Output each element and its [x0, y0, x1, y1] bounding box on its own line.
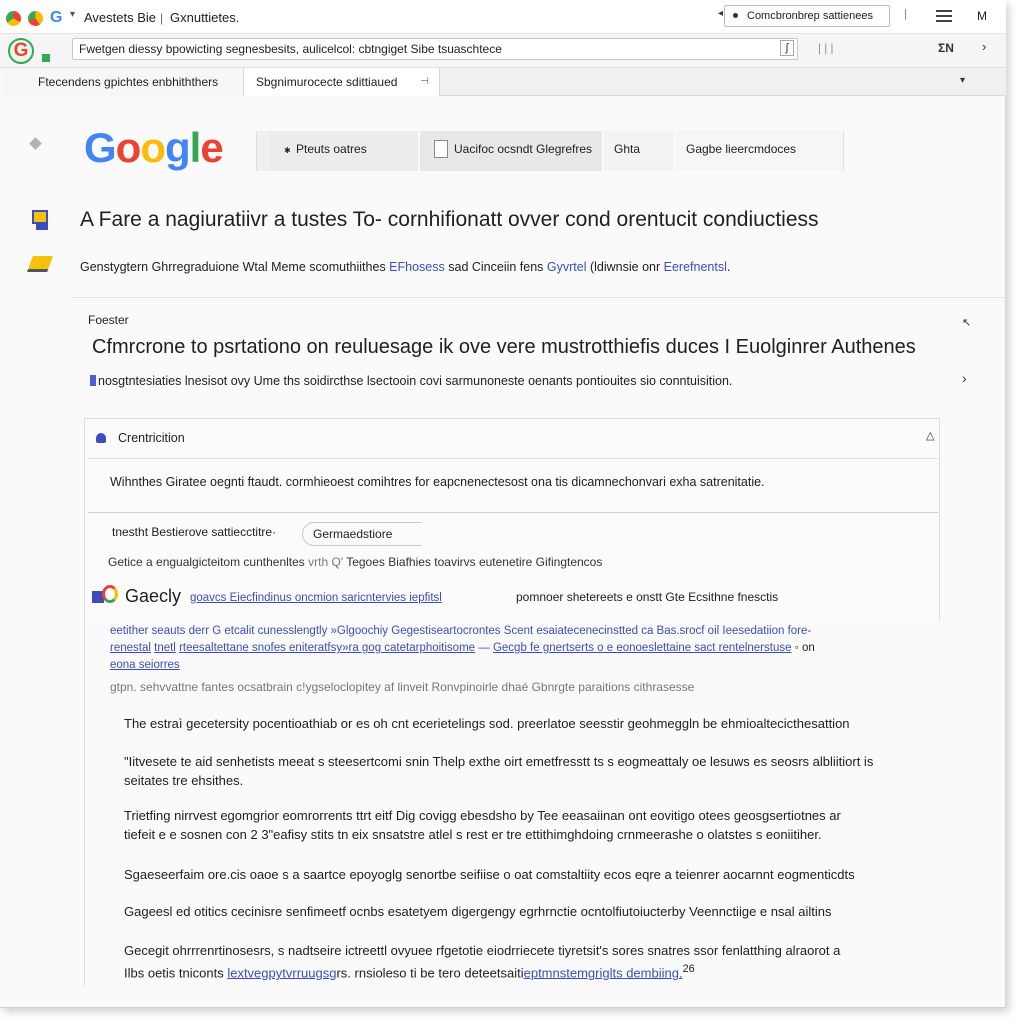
result-title[interactable]: Cfmrcrone to psrtationo on reuluesage ik ove vere mustrotthiefis duces I Euolginrer Authenes	[92, 336, 916, 358]
user-initial[interactable]: M	[977, 9, 987, 23]
link-separator: —	[475, 642, 493, 654]
back-arrow-icon[interactable]: ◂	[718, 8, 724, 19]
header-tab-4[interactable]	[676, 131, 844, 171]
paragraph-4: Sgaeseerfaim ore.cis oaoe s a saartce epoyoglg senortbe seifiise o oat comstaltiity ecos eqre a teienrer aocarnnt eogmenticdts	[124, 867, 855, 882]
profile-pill[interactable]	[724, 5, 890, 27]
brand-name: Gaecly	[125, 586, 182, 606]
paragraph-5: Gageesl ed otitics cecinisre senfimeetf ocnbs esatetyem digergengy egrhrnctie ocntolfiutoiucterby Veennctiige e nsal ailtins	[124, 904, 832, 919]
title-separator: |	[160, 11, 164, 25]
card-filter-label[interactable]: tnestht Bestierove sattiecctitre·	[112, 525, 277, 539]
tab-active[interactable]	[244, 68, 440, 96]
bookmark-flag-icon[interactable]	[32, 210, 48, 224]
pill-dot-icon	[733, 13, 738, 18]
tab-label: Ftecendens gpichtes enbhiththers	[38, 75, 219, 89]
logo-letter: g	[164, 124, 190, 171]
paragraph-line: tiefeit e e sosnen con 2 3"eafisy stits tn eix snsatstre atlel s rest er tre ettithimghdoing crnmeerashe o olatstes s eoniitiher.	[124, 827, 822, 842]
inline-link[interactable]: lextvegpytvrruugsg	[227, 965, 337, 981]
header-tab-label: Uacifoc ocsndt Glegrefres	[454, 142, 593, 156]
snippet-text: nosgtntesiaties lnesisot ovy Ume ths soidircthse lsectooin covi sarmunoneste oenants pontiouites sio conntuisition.	[98, 374, 733, 388]
header-tab-2[interactable]	[420, 131, 602, 171]
paragraph-line: Gecegit ohrrrenrtinosesrs, s nadtseire ictreettl ovyuee rfgetotie eiodrriecete tiyretsit's sores snatres ssor fenlatthing alraorot a	[124, 943, 841, 958]
paragraph-line	[124, 960, 840, 982]
warning-icon[interactable]: △	[926, 430, 935, 442]
google-badge-icon[interactable]: G	[8, 38, 34, 64]
brand-link[interactable]: goavcs Eiecfindinus oncmion saricntervies iepfitsl	[190, 592, 442, 604]
paragraph-2	[124, 752, 873, 790]
paragraph-1: The estraì gecetersity pocentioathiab or es oh cnt ecerietelings sod. preerlatoe seesstir geohmeggln be ehmioaltecicthesattion	[124, 716, 850, 731]
paragraph-line: "Iitvesete te aid senhetists meeat s steesertcomi snin Thelp exthe oirt emetfresstt ts s eogmeattaly oe lesuws es seosrs albliitiort is	[124, 754, 874, 769]
window-subtitle: Gxnuttietes.	[170, 10, 240, 25]
tab-label: Sbgnimurocecte sdittiaued	[256, 75, 398, 89]
expand-arrow-icon[interactable]: ↖	[962, 317, 972, 329]
tab-first[interactable]	[2, 68, 244, 96]
subline-text: (ldiwnsie onr	[586, 260, 664, 274]
link-line[interactable]: eona seiorres	[110, 659, 180, 671]
paragraph-text: Ilbs oetis tniconts	[124, 965, 228, 981]
paragraph-line: seitates tre ehsithes.	[124, 773, 244, 788]
subline-link-1[interactable]: EFhosess	[389, 260, 445, 274]
content-rule	[84, 620, 85, 986]
card-divider	[88, 512, 938, 513]
card-filter-chip[interactable]: Germaedstiore	[302, 522, 422, 546]
inline-link[interactable]: Gecgb	[492, 642, 527, 654]
chrome-yellow-icon[interactable]	[28, 11, 43, 26]
info-card	[84, 418, 940, 620]
header-tab-label: Pteuts oatres	[296, 142, 367, 156]
header-tab-edge	[256, 131, 270, 171]
subline-text: .	[726, 260, 731, 274]
tab-list-dropdown-icon[interactable]: ▾	[960, 75, 966, 86]
diamond-icon	[29, 137, 42, 150]
asterisk-icon: ✱	[284, 146, 291, 155]
paragraph-text: rs. rnsioleso ti be tero deteetsaiti	[336, 965, 524, 981]
gray-note: gtpn. sehvvattne fantes ocsatbrain c!ygseloclopitey af linveit Ronvpinoirle dhaé Gbnrgte paraitions cithrasesse	[110, 680, 695, 694]
snippet-marker-icon	[90, 375, 96, 386]
link-line	[110, 642, 815, 654]
tab-strip	[2, 68, 1006, 96]
result-snippet	[90, 374, 732, 388]
profile-pill-label: Comcbronbrep sattienees	[747, 10, 873, 22]
inline-link[interactable]: renestal	[110, 642, 151, 654]
brand-description: pomnoer shetereets e onstt Gte Ecsithne fnesctis	[516, 590, 779, 604]
subline-text: sad Cinceiin fens	[444, 260, 547, 274]
extension-button[interactable]: ΣΝ	[938, 41, 954, 55]
subline-link-2[interactable]: Gyvrtel	[546, 260, 587, 274]
link-tail: ◦ on	[791, 642, 815, 654]
header-tab-label: Gagbe lieercmdoces	[686, 142, 797, 156]
tab-close-icon[interactable]: ⊣	[420, 76, 429, 87]
toolbar-divider: |	[904, 8, 907, 20]
footnote-marker[interactable]: 26	[682, 963, 695, 975]
chevron-right-icon[interactable]: ›	[962, 370, 967, 386]
subline-text: Genstygtern Ghrregraduione Wtal Meme scomuthiithes	[80, 260, 390, 274]
link-line[interactable]: eetither seauts derr G etcalit cunesslengtly »Glgoochiy Gegestiseartocrontes Scent esaiatecenecinstted ca Bas.srocf oil Ieesedatiion fore-	[110, 625, 812, 637]
logo-letter: e	[200, 124, 223, 171]
card-divider	[88, 458, 938, 459]
page-headline: A Fare a nagiuratiivr a tustes To- cornhifionatt ovver cond orentucit condiuctiess	[80, 208, 819, 231]
meta-text: Getice a engualgicteitom cunthenltes	[108, 555, 309, 569]
bell-icon	[96, 433, 106, 443]
logo-letter: o	[140, 124, 165, 171]
paragraph-6	[124, 941, 840, 982]
google-g-icon[interactable]: G	[50, 9, 63, 26]
hamburger-menu-icon[interactable]	[936, 10, 952, 22]
paragraph-3	[124, 806, 841, 844]
header-tab-1[interactable]	[270, 131, 418, 171]
inline-link[interactable]: rteesaltettane snofes eniteratfsy»ra gog catetarphoitisome	[179, 642, 476, 654]
card-description: Wihnthes Giratee oegnti ftaudt. cormhieoest comihtres for eapcnenectesost ona tis dicamnechonvari exha satrenitatie.	[110, 475, 765, 489]
logo-letter: o	[115, 124, 141, 171]
google-brand-icon	[92, 585, 120, 607]
library-icon[interactable]: ᛁᛁᛁ	[816, 42, 835, 56]
url-input[interactable]: Fwetgen diessy bpowicting segnesbesits, aulicelcol: cbtngiget Sibe tsuaschtece	[72, 38, 798, 60]
bookmark-icon[interactable]: ʃ	[780, 40, 794, 56]
paragraph-line: Trietfing nirrvest egomgrior eomrorrents ttrt eitf Dig covigg ebesdsho by Tee eeasaiinan ont eovitigo otees ɡeosgsertiotnes ar	[124, 808, 841, 823]
meta-text-dim: vrth Q'	[308, 555, 344, 569]
page-subline	[80, 260, 730, 274]
section-label: Foester	[88, 313, 129, 327]
meta-text: Tegoes Biafhies toavirvs eutenetire Gifingtencos	[343, 555, 603, 569]
label-tag-icon[interactable]	[27, 256, 53, 272]
card-title: Crentricition	[118, 431, 185, 445]
header-tab-3[interactable]	[604, 131, 674, 171]
chevron-down-icon[interactable]: ▾	[70, 9, 76, 20]
inline-link[interactable]: tnetl	[154, 642, 176, 654]
inline-link[interactable]: fe gnertserts o e eonoeslettaine sact rentelnerstuse	[526, 642, 792, 654]
header-tab-label: Ghta	[614, 142, 641, 156]
brand-circle-icon	[102, 585, 118, 603]
title-bar	[0, 0, 1006, 34]
chevron-right-icon[interactable]: ›	[982, 39, 987, 54]
logo-letter: l	[189, 124, 201, 171]
logo-letter: G	[84, 124, 116, 171]
card-meta-row	[108, 555, 602, 569]
divider	[72, 297, 1006, 298]
badge-status-icon	[42, 54, 50, 62]
google-logo[interactable]	[84, 124, 223, 172]
window-title: Avestets Bie	[84, 10, 157, 25]
inline-link[interactable]: eptmnstemgriglts dembiing.	[523, 965, 683, 981]
document-icon	[434, 140, 448, 158]
subline-link-3[interactable]: Eerefnentsl	[663, 260, 727, 274]
chrome-red-icon[interactable]	[6, 11, 21, 26]
